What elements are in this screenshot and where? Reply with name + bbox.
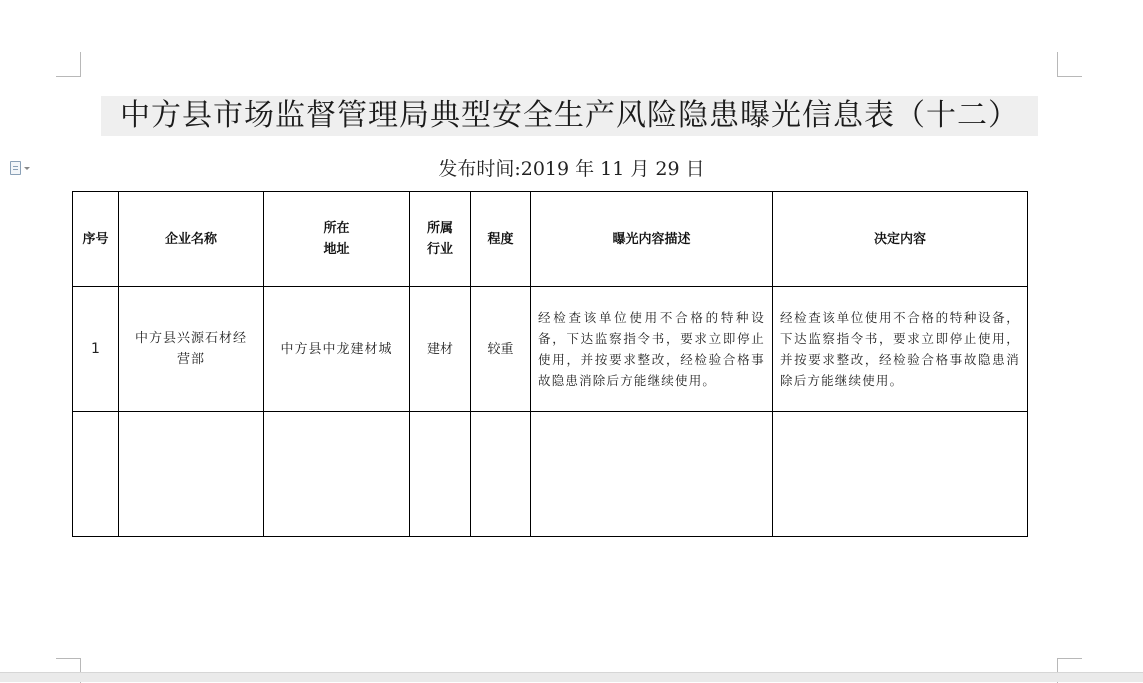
header-company: 企业名称 [119,192,264,287]
cell-decision [773,412,1028,537]
exposure-info-table [72,191,1028,537]
cell-industry [410,412,471,537]
crop-mark-top-right [1057,52,1082,77]
table-header-row [73,192,1028,287]
cell-decision: 经检查该单位使用不合格的特种设备，下达监察指令书，要求立即停止使用，并按要求整改，经检验合格事故隐患消除后方能继续使用。 [773,287,1028,412]
document-title: 中方县市场监督管理局典型安全生产风险隐患曝光信息表（十二） [101,96,1038,136]
header-severity: 程度 [471,192,531,287]
header-seq: 序号 [73,192,119,287]
header-decision: 决定内容 [773,192,1028,287]
table-row [73,412,1028,537]
cell-severity: 较重 [471,287,531,412]
cell-seq: 1 [73,287,119,412]
header-industry: 所属 行业 [410,192,471,287]
crop-mark-top-left [56,52,81,77]
cell-severity [471,412,531,537]
cell-address [264,412,410,537]
header-address: 所在 地址 [264,192,410,287]
table-row [73,287,1028,412]
cell-seq [73,412,119,537]
cell-address: 中方县中龙建材城 [264,287,410,412]
cell-industry: 建材 [410,287,471,412]
publish-date: 发布时间:2019 年 11 月 29 日 [438,158,705,180]
header-exposure: 曝光内容描述 [531,192,773,287]
cell-company [119,412,264,537]
cell-exposure: 经检查该单位使用不合格的特种设备，下达监察指令书，要求立即停止使用，并按要求整改，经检验合格事故隐患消除后方能继续使用。 [531,287,773,412]
cell-exposure [531,412,773,537]
cell-company: 中方县兴源石材经营部 [119,287,264,412]
